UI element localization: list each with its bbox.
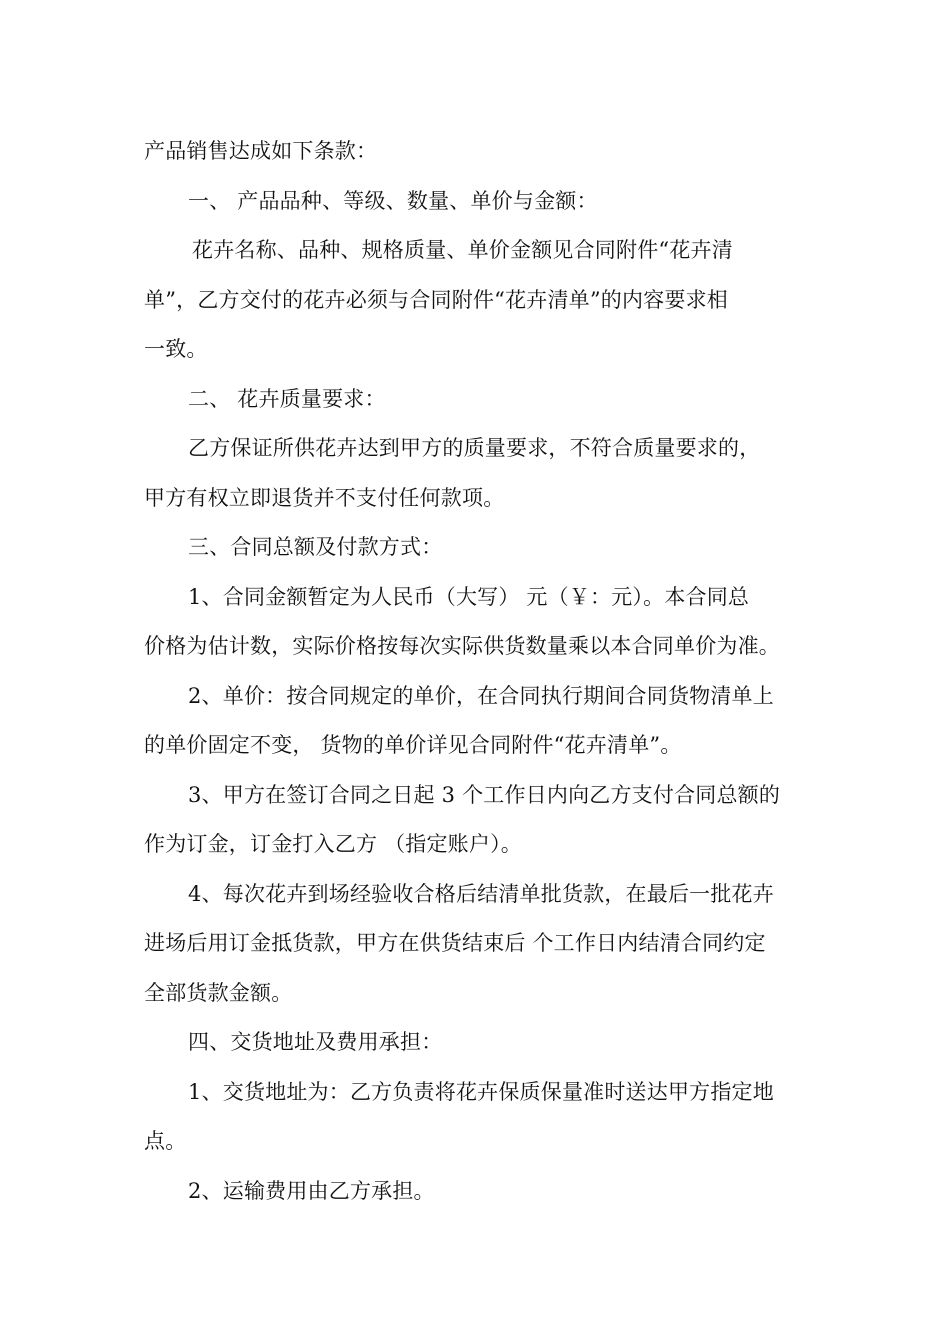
paragraph-line: 点。 — [144, 1129, 187, 1153]
paragraph-line: 的单价固定不变， 货物的单价详见合同附件“花卉清单”。 — [144, 733, 682, 757]
paragraph-intro: 产品销售达成如下条款： — [144, 139, 378, 163]
paragraph-line: 2、单价：按合同规定的单价，在合同执行期间合同货物清单上 — [188, 683, 774, 708]
paragraph-line: 单”，乙方交付的花卉必须与合同附件“花卉清单”的内容要求相 — [144, 287, 729, 312]
section-heading-2: 二、 花卉质量要求： — [188, 386, 386, 411]
paragraph-line: 全部货款金额。 — [144, 980, 293, 1005]
paragraph-line: 进场后用订金抵货款，甲方在供货结束后 个工作日内结清合同约定 — [144, 931, 766, 955]
paragraph-line: 3、甲方在签订合同之日起 3 个工作日内向乙方支付合同总额的 — [188, 782, 781, 807]
paragraph-line: 2、运输费用由乙方承担。 — [188, 1178, 435, 1203]
paragraph-line: 甲方有权立即退货并不支付任何款项。 — [144, 485, 505, 510]
paragraph-line: 花卉名称、品种、规格质量、单价金额见合同附件“花卉清 — [192, 238, 733, 262]
paragraph-line: 乙方保证所供花卉达到甲方的质量要求，不符合质量要求的， — [188, 436, 761, 460]
section-heading-4: 四、交货地址及费用承担： — [188, 1030, 443, 1054]
paragraph-line: 1、合同金额暂定为人民币（大写） 元（￥：元）。本合同总 — [188, 584, 750, 609]
paragraph-line: 1、交货地址为：乙方负责将花卉保质保量准时送达甲方指定地 — [188, 1079, 774, 1104]
document-body — [144, 127, 808, 1216]
section-heading-3: 三、合同总额及付款方式： — [188, 535, 443, 559]
section-heading-1: 一、 产品品种、等级、数量、单价与金额： — [188, 188, 598, 213]
paragraph-line: 作为订金，订金打入乙方 （指定账户）。 — [144, 832, 522, 856]
paragraph-line: 4、每次花卉到场经验收合格后结清单批货款，在最后一批花卉 — [188, 881, 774, 906]
paragraph-line: 价格为估计数，实际价格按每次实际供货数量乘以本合同单价为准。 — [144, 634, 780, 658]
paragraph-line: 一致。 — [144, 337, 208, 361]
